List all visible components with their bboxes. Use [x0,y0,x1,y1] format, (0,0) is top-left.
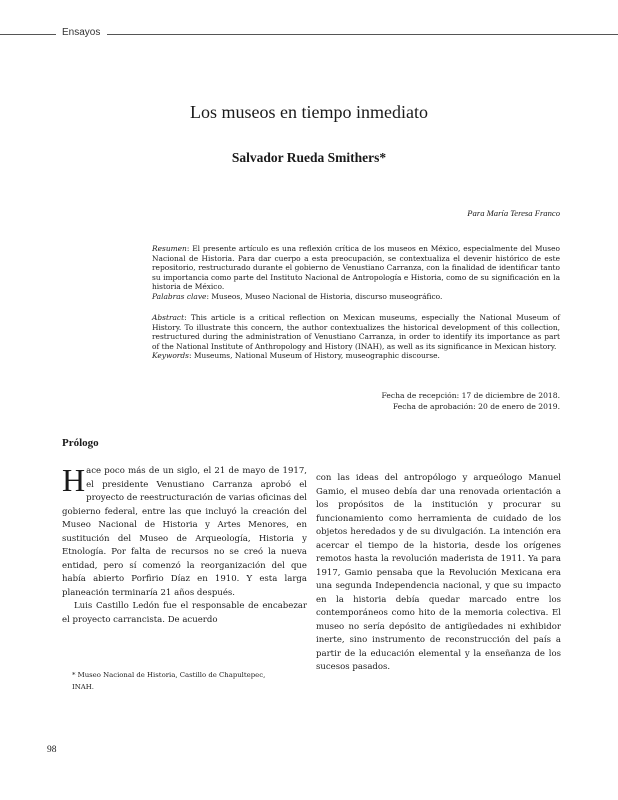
section-label: Ensayos [62,27,101,38]
header-rule-right [107,34,618,35]
keywords-es-label: Palabras clave [152,291,207,301]
drop-cap: H [62,462,86,498]
keywords-en-label: Keywords [152,351,189,360]
date-received: Fecha de recepción: 17 de diciembre de 2018. [381,391,560,400]
abstract-en [152,313,560,361]
dedication: Para María Teresa Franco [467,208,560,218]
abstract-es-text: Resumen: El presente artículo es una reflexión crítica de los museos en México, especialmente del Museo Nacional de Historia. Para dar cuerpo a esta preocupación, se contextualiza el devenir histórico de este repositorio, restructurado durante el gobierno de Venustiano Carranza, con la finalidad de identificar tanto su importancia como parte del Instituto Nacional de Antropología e Historia, como de su significación en la historia de México. [152,244,560,291]
paragraph-2: Luis Castillo Ledón fue el responsable de encabezar el proyecto carrancista. De acuerdo [62,601,307,625]
date-approved: Fecha de aprobación: 20 de enero de 2019. [392,402,560,411]
abstract-en-keywords: Keywords: Museums, National Museum of History, museographic discourse. [152,351,440,360]
body-column-right [316,472,561,675]
article-title: Los museos en tiempo inmediato [190,102,428,122]
footnote [62,670,307,693]
article-author: Salvador Rueda Smithers* [231,150,387,165]
abstract-en-text: Abstract: This article is a critical reflection on Mexican museums, especially the National Museum of History. To illustrate this concern, the author contextualizes the historical development of this collection, restructured during the administration of Venustiano Carranza, in order to identify its importance as part of the National Institute of Anthropology and History (INAH), as well as its significance in Mexican history. [152,313,560,351]
dates [382,390,560,412]
abstract-es-label: Resumen [152,244,187,253]
page-number: 98 [47,745,57,755]
abstract-en-label: Abstract [152,313,185,322]
paragraph-1-text: ace poco más de un siglo, el 21 de mayo de 1917, el presidente Venustiano Carranza aprobó el proyecto de reestructuración de varias oficinas del gobierno federal, entre las que incluyó la creación del Museo Nacional de Historia y Artes Menores, en sustitución del Museo de Arqueología, Historia y Etnología. Por falta de recursos no se creó la nueva entidad, pero sí comenzó la reorganización del que había abierto Porfirio Díaz en 1910. Y esta larga planeación terminaría 21 años después. [62,466,307,598]
keywords-en-body: Museums, National Museum of History, museographic discourse. [193,351,440,360]
body-column-left [62,462,307,627]
paragraph-1 [62,462,307,600]
abstract-en-body: This article is a critical reflection on Mexican museums, especially the National Museum of History. To illustrate this concern, the author contextualizes the historical development of this collection, restructured during the administration of Venustiano Carranza, in order to identify its importance as part of the National Institute of Anthropology and History (INAH), as well as its significance in Mexican history. [152,313,560,351]
paragraph-3: con las ideas del antropólogo y arqueólogo Manuel Gamio, el museo debía dar una renovada orientación a los propósitos de la institución y procurar su funcionamiento como herramienta de cuidado de los objetos heredados y de su divulgación. La intención era acercar el tiempo de la historia, desde los orígenes remotos hasta la revolución maderista de 1911. Ya para 1917, Gamio pensaba que la Revolución Mexicana era una segunda Independencia nacional, y que su impacto en la historia debía quedar marcado entre los contemporáneos como hito de la memoria colectiva. El museo no sería depósito de antigüedades ni exhibidor inerte, sino instrumento de reconstrucción del país a partir de la educación elemental y la enseñanza de los sucesos pasados. [316,473,561,672]
footnote-line-2: INAH. [72,682,94,691]
keywords-es-body: Museos, Museo Nacional de Historia, discurso museográfico. [211,291,443,301]
abstract-es [152,244,560,301]
abstract-es-body: El presente artículo es una reflexión crítica de los museos en México, especialmente del Museo Nacional de Historia. Para dar cuerpo a esta preocupación, se contextualiza el devenir histórico de este repositorio, restructurado durante el gobierno de Venustiano Carranza, con la finalidad de identificar tanto su importancia como parte del Instituto Nacional de Antropología e Historia, como de su significación en la historia de México. [152,244,560,291]
abstract-es-keywords: Palabras clave: Museos, Museo Nacional de Historia, discurso museográfico. [152,291,443,301]
section-heading: Prólogo [62,437,99,449]
header-rule-left [0,34,56,35]
footnote-line-1: * Museo Nacional de Historia, Castillo de Chapultepec, [72,671,266,679]
